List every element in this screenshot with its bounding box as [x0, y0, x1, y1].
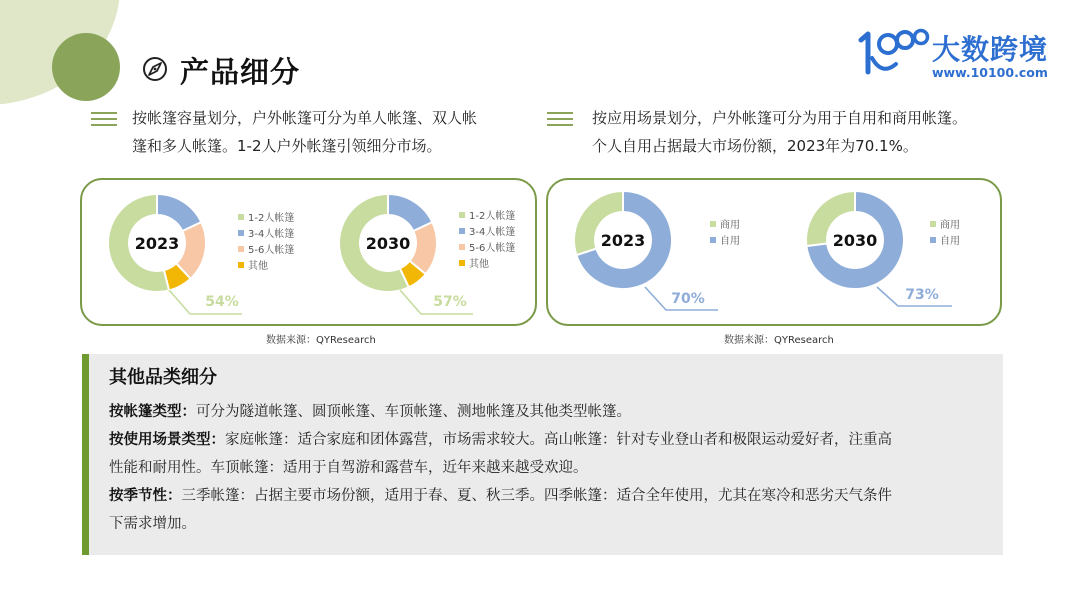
legend-label: 3-4人帐篷 — [248, 229, 295, 240]
legend-label: 商用 — [940, 220, 960, 231]
logo-name: 大数跨境 — [932, 33, 1049, 66]
legend-label: 3-4人帐篷 — [469, 227, 516, 238]
callout-percentage: 54% — [205, 294, 239, 310]
legend-item — [459, 225, 515, 241]
label-season: 按季节性： — [109, 488, 182, 504]
callout-percentage: 57% — [433, 294, 467, 310]
decorative-circle-small — [52, 33, 120, 101]
legend-item — [710, 218, 740, 234]
legend-label: 商用 — [720, 220, 740, 231]
accent-bar — [82, 354, 89, 555]
legend-capacity-2023 — [238, 211, 294, 275]
legend-usage-2030 — [930, 218, 960, 250]
legend-label: 自用 — [720, 236, 740, 247]
paragraph-season — [109, 482, 989, 538]
legend-label: 5-6人帐篷 — [248, 245, 295, 256]
legend-item — [238, 227, 294, 243]
paragraph-type — [109, 398, 989, 426]
paragraph-scene — [109, 426, 989, 482]
legend-swatch — [459, 228, 465, 234]
donut-center-label: 2030 — [365, 234, 411, 253]
legend-label: 5-6人帐篷 — [469, 243, 516, 254]
callout-percentage: 70% — [671, 291, 705, 307]
legend-swatch — [930, 237, 936, 243]
legend-item — [459, 209, 515, 225]
legend-swatch — [238, 230, 244, 236]
usage-charts-svg — [548, 180, 1004, 328]
text-type: 可分为隧道帐篷、圆顶帐篷、车顶帐篷、测地帐篷及其他类型帐篷。 — [196, 404, 631, 420]
donut-chart-capacity-2030 — [339, 194, 473, 314]
legend-swatch — [459, 212, 465, 218]
label-scene: 按使用场景类型： — [109, 432, 225, 448]
intro-left-line: 按帐篷容量划分，户外帐篷可分为单人帐篷、双人帐 — [132, 109, 478, 127]
brand-logo — [858, 28, 1058, 84]
intro-right-line: 个人自用占据最大市场份额，2023年为70.1%。 — [592, 137, 918, 155]
text-season-1: 三季帐篷：占据主要市场份额，适用于春、夏、秋三季。四季帐篷：适合全年使用，尤其在寒冷和恶劣天气条件 — [181, 488, 892, 504]
legend-swatch — [238, 246, 244, 252]
legend-item — [930, 234, 960, 250]
text-scene-1: 家庭帐篷：适合家庭和团体露营，市场需求较大。高山帐篷：针对专业登山者和极限运动爱好者，注重高 — [225, 432, 892, 448]
legend-item — [459, 241, 515, 257]
legend-swatch — [459, 244, 465, 250]
intro-right — [592, 104, 1012, 160]
other-categories-text — [109, 398, 989, 538]
donut-chart-usage-2023 — [574, 191, 718, 310]
legend-item — [238, 259, 294, 275]
text-scene-2: 性能和耐用性。车顶帐篷：适用于自驾游和露营车，近年来越来越受欢迎。 — [109, 460, 588, 476]
legend-item — [710, 234, 740, 250]
data-source-left: 数据来源：QYResearch — [266, 335, 376, 346]
legend-item — [930, 218, 960, 234]
intro-right-line: 按应用场景划分，户外帐篷可分为用于自用和商用帐篷。 — [592, 109, 968, 127]
legend-item — [459, 257, 515, 273]
legend-label: 自用 — [940, 236, 960, 247]
legend-item — [238, 243, 294, 259]
other-categories-box — [82, 354, 1003, 555]
legend-label: 1-2人帐篷 — [248, 213, 295, 224]
legend-item — [238, 211, 294, 227]
legend-swatch — [238, 262, 244, 268]
logo-mark-icon — [858, 28, 930, 80]
legend-label: 其他 — [248, 261, 268, 272]
compass-icon — [141, 55, 169, 83]
intro-left — [132, 104, 532, 160]
legend-swatch — [459, 260, 465, 266]
legend-swatch — [710, 221, 716, 227]
capacity-chart-panel — [80, 178, 537, 326]
data-source-right: 数据来源：QYResearch — [724, 335, 834, 346]
logo-url: www.10100.com — [932, 65, 1048, 80]
intro-left-line: 篷和多人帐篷。1-2人户外帐篷引领细分市场。 — [132, 137, 442, 155]
list-icon — [91, 112, 117, 128]
donut-center-label: 2030 — [832, 231, 878, 250]
label-type: 按帐篷类型： — [109, 404, 196, 420]
callout-percentage: 73% — [905, 287, 939, 303]
legend-label: 1-2人帐篷 — [469, 211, 516, 222]
list-icon — [547, 112, 573, 128]
other-categories-title: 其他品类细分 — [109, 367, 217, 388]
legend-swatch — [930, 221, 936, 227]
legend-swatch — [238, 214, 244, 220]
legend-usage-2023 — [710, 218, 740, 250]
usage-chart-panel — [546, 178, 1002, 326]
legend-label: 其他 — [469, 259, 489, 270]
donut-center-label: 2023 — [134, 234, 180, 253]
text-season-2: 下需求增加。 — [109, 516, 196, 532]
legend-capacity-2030 — [459, 209, 515, 273]
donut-center-label: 2023 — [600, 231, 646, 250]
legend-swatch — [710, 237, 716, 243]
donut-chart-capacity-2023 — [108, 194, 242, 314]
page-title: 产品细分 — [180, 55, 301, 89]
